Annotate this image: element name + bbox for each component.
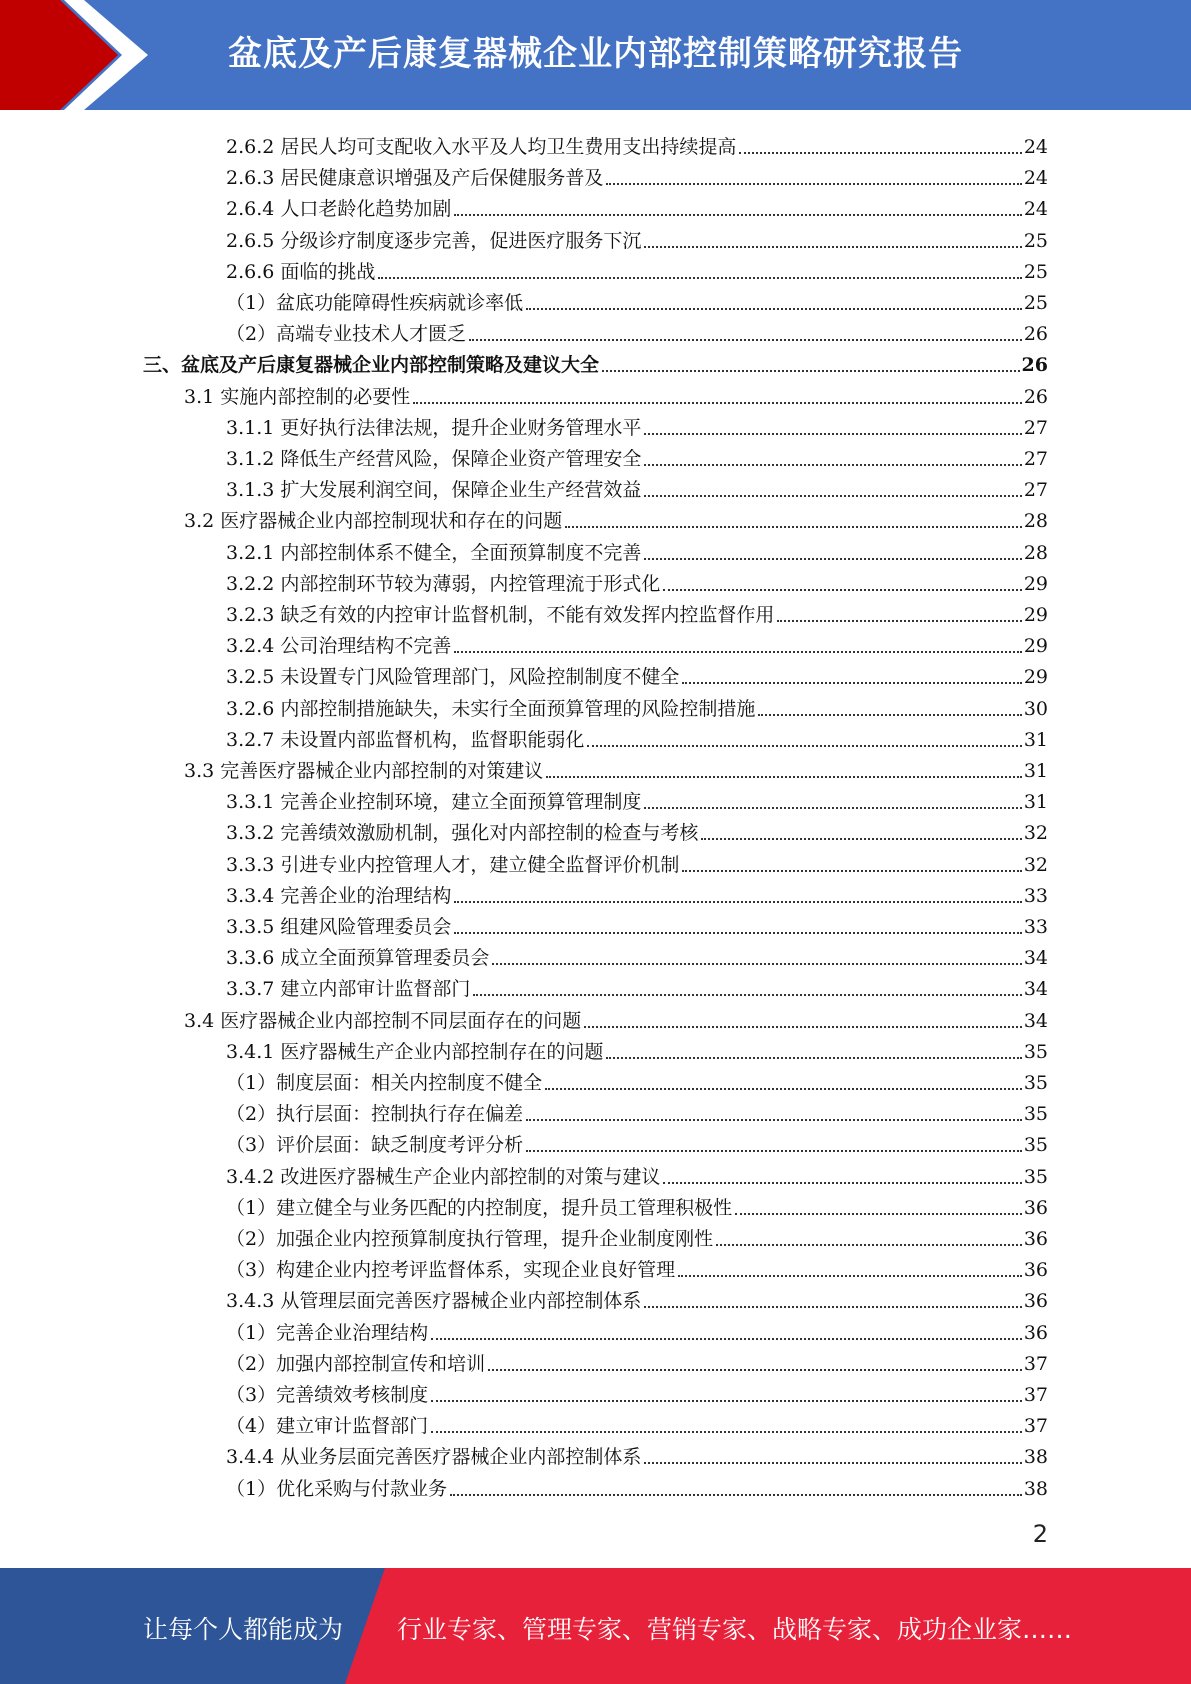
toc-leader-dots	[735, 1213, 1022, 1215]
toc-entry[interactable]	[226, 908, 1048, 939]
toc-entry[interactable]	[226, 939, 1048, 970]
toc-entry[interactable]	[226, 1282, 1048, 1313]
toc-entry-page: 28	[1023, 510, 1048, 533]
toc-entry-page: 24	[1023, 198, 1048, 221]
toc-entry-label: 3.2.3 缺乏有效的内控审计监督机制，不能有效发挥内控监督作用	[226, 603, 777, 627]
toc-entry-page: 37	[1023, 1384, 1048, 1406]
toc-leader-dots	[413, 402, 1022, 404]
toc-entry-label: 3.4.3 从管理层面完善医疗器械企业内部控制体系	[226, 1289, 644, 1313]
toc-entry[interactable]	[226, 1314, 1048, 1345]
toc-entry[interactable]	[226, 159, 1048, 190]
toc-entry-page: 26	[1023, 385, 1048, 408]
toc-entry-page: 29	[1023, 604, 1048, 626]
toc-leader-dots	[431, 1338, 1022, 1340]
toc-leader-dots	[682, 682, 1021, 684]
toc-leader-dots	[584, 1026, 1022, 1028]
toc-leader-dots	[644, 1462, 1021, 1464]
toc-entry-page: 25	[1023, 260, 1048, 283]
toc-entry[interactable]	[226, 253, 1048, 284]
toc-entry-label: （1）盆底功能障碍性疾病就诊率低	[226, 291, 526, 315]
toc-entry-page: 25	[1023, 292, 1048, 314]
toc-leader-dots	[716, 1244, 1022, 1246]
toc-leader-dots	[492, 963, 1021, 965]
toc-leader-dots	[644, 464, 1021, 466]
toc-entry[interactable]	[184, 1002, 1048, 1033]
toc-entry[interactable]	[226, 1470, 1048, 1501]
toc-leader-dots	[644, 433, 1021, 435]
toc-entry-page: 38	[1023, 1446, 1048, 1469]
toc-entry[interactable]	[226, 1095, 1048, 1126]
toc-entry-label: （3）评价层面：缺乏制度考评分析	[226, 1133, 526, 1157]
toc-leader-dots	[678, 1275, 1022, 1277]
toc-leader-dots	[378, 277, 1021, 279]
toc-entry[interactable]	[226, 284, 1048, 315]
toc-entry-label: 3.2.4 公司治理结构不完善	[226, 634, 454, 658]
toc-entry-label: 3.3.2 完善绩效激励机制，强化对内部控制的检查与考核	[226, 821, 701, 845]
toc-leader-dots	[663, 1182, 1021, 1184]
toc-entry-label: 3.2 医疗器械企业内部控制现状和存在的问题	[184, 509, 565, 533]
toc-entry[interactable]	[226, 690, 1048, 721]
toc-entry-label: （2）加强内部控制宣传和培训	[226, 1352, 488, 1376]
page-footer	[0, 1568, 1191, 1684]
toc-entry[interactable]	[226, 128, 1048, 159]
toc-entry-page: 35	[1023, 1103, 1048, 1126]
toc-leader-dots	[644, 495, 1021, 497]
toc-leader-dots	[454, 901, 1021, 903]
toc-entry-label: 3.3.7 建立内部审计监督部门	[226, 977, 473, 1001]
toc-entry-label: 3.2.7 未设置内部监督机构，监督职能弱化	[226, 728, 587, 752]
header-title: 盆底及产后康复器械企业内部控制策略研究报告	[228, 34, 963, 74]
toc-leader-dots	[526, 1150, 1022, 1152]
toc-entry-label: 3.3.6 成立全面预算管理委员会	[226, 946, 492, 970]
toc-entry-page: 25	[1023, 229, 1048, 252]
toc-leader-dots	[546, 776, 1022, 778]
footer-slogan-left: 让每个人都能成为	[143, 1615, 344, 1644]
toc-entry-page: 36	[1023, 1228, 1048, 1250]
toc-entry[interactable]	[226, 1376, 1048, 1407]
toc-entry[interactable]	[226, 970, 1048, 1001]
toc-entry-page: 36	[1023, 1259, 1048, 1282]
toc-entry-page: 36	[1023, 1321, 1048, 1344]
toc-entry-page: 29	[1023, 635, 1048, 658]
toc-entry[interactable]	[226, 596, 1048, 627]
toc-entry-page: 34	[1023, 1009, 1048, 1032]
toc-entry-label: 3.3.1 完善企业控制环境，建立全面预算管理制度	[226, 790, 644, 814]
toc-entry-page: 32	[1023, 853, 1048, 876]
toc-entry[interactable]	[226, 440, 1048, 471]
toc-entry-page: 35	[1023, 1040, 1048, 1063]
toc-entry-page: 37	[1023, 1415, 1048, 1438]
toc-leader-dots	[606, 1057, 1021, 1059]
toc-leader-dots	[526, 308, 1022, 310]
toc-leader-dots	[488, 1369, 1022, 1371]
toc-entry[interactable]	[184, 502, 1048, 533]
toc-entry-label: 3.3.3 引进专业内控管理人才，建立健全监督评价机制	[226, 853, 682, 877]
toc-entry-label: 3.3 完善医疗器械企业内部控制的对策建议	[184, 759, 546, 783]
toc-entry[interactable]	[226, 565, 1048, 596]
toc-entry-label: 3.4.4 从业务层面完善医疗器械企业内部控制体系	[226, 1445, 644, 1469]
toc-entry-label: 3.2.5 未设置专门风险管理部门，风险控制制度不健全	[226, 665, 682, 689]
toc-entry-page: 29	[1023, 572, 1048, 595]
toc-entry[interactable]	[226, 534, 1048, 565]
toc-entry[interactable]	[226, 721, 1048, 752]
toc-entry[interactable]	[226, 1064, 1048, 1095]
toc-entry[interactable]	[226, 222, 1048, 253]
footer-slogan-right: 行业专家、管理专家、营销专家、战略专家、成功企业家……	[397, 1615, 1073, 1644]
toc-entry[interactable]	[226, 627, 1048, 658]
toc-entry-page: 33	[1023, 916, 1048, 938]
toc-entry-label: 3.4 医疗器械企业内部控制不同层面存在的问题	[184, 1009, 584, 1033]
toc-leader-dots	[602, 370, 1020, 372]
toc-entry-label: 3.1.2 降低生产经营风险，保障企业资产管理安全	[226, 447, 644, 471]
toc-entry[interactable]	[226, 1407, 1048, 1438]
toc-entry-page: 28	[1023, 541, 1048, 564]
toc-entry-page: 34	[1023, 978, 1048, 1001]
toc-leader-dots	[644, 1306, 1021, 1308]
toc-entry-page: 36	[1023, 1290, 1048, 1313]
toc-entry-page: 31	[1023, 728, 1048, 751]
toc-entry-label: 3.1.3 扩大发展利润空间，保障企业生产经营效益	[226, 478, 644, 502]
toc-entry-label: 2.6.6 面临的挑战	[226, 260, 378, 284]
toc-entry-page: 34	[1023, 947, 1048, 970]
toc-entry-page: 26	[1023, 323, 1048, 346]
toc-entry-page: 33	[1023, 884, 1048, 907]
toc-entry[interactable]	[226, 1126, 1048, 1157]
toc-entry-label: 3.2.2 内部控制环节较为薄弱，内控管理流于形式化	[226, 572, 663, 596]
toc-entry-label: 3.1 实施内部控制的必要性	[184, 385, 413, 409]
header-arrow-banner	[0, 0, 160, 110]
toc-entry-page: 32	[1023, 822, 1048, 845]
toc-entry-page: 35	[1023, 1072, 1048, 1094]
toc-leader-dots	[565, 526, 1022, 528]
toc-entry-label: 2.6.2 居民人均可支配收入水平及人均卫生费用支出持续提高	[226, 135, 739, 159]
toc-entry-label: （1）建立健全与业务匹配的内控制度，提升员工管理积极性	[226, 1196, 735, 1220]
toc-leader-dots	[454, 214, 1021, 216]
toc-entry[interactable]	[226, 1220, 1048, 1251]
toc-entry[interactable]	[226, 1158, 1048, 1189]
toc-leader-dots	[431, 1400, 1022, 1402]
toc-entry[interactable]	[226, 190, 1048, 221]
page-header	[0, 0, 1191, 110]
toc-leader-dots	[663, 589, 1021, 591]
toc-entry-label: 3.3.5 组建风险管理委员会	[226, 915, 454, 939]
toc-entry-page: 27	[1023, 448, 1048, 470]
toc-entry[interactable]	[226, 409, 1048, 440]
toc-entry[interactable]	[184, 378, 1048, 409]
toc-entry-page: 38	[1023, 1477, 1048, 1500]
toc-entry-label: （2）执行层面：控制执行存在偏差	[226, 1102, 526, 1126]
toc-entry-page: 31	[1023, 791, 1048, 814]
toc-leader-dots	[454, 651, 1021, 653]
toc-entry-label: （3）完善绩效考核制度	[226, 1383, 431, 1407]
toc-entry-page: 29	[1023, 666, 1048, 689]
toc-leader-dots	[469, 339, 1022, 341]
toc-entry-page: 31	[1023, 760, 1048, 782]
toc-entry[interactable]	[226, 1033, 1048, 1064]
toc-entry-label: 3.4.2 改进医疗器械生产企业内部控制的对策与建议	[226, 1165, 663, 1189]
toc-entry-label: 2.6.4 人口老龄化趋势加剧	[226, 197, 454, 221]
toc-entry[interactable]	[226, 877, 1048, 908]
toc-entry-page: 27	[1023, 479, 1048, 502]
toc-leader-dots	[450, 1494, 1022, 1496]
toc-entry[interactable]	[226, 846, 1048, 877]
toc-leader-dots	[526, 1119, 1022, 1121]
toc-entry-page: 30	[1023, 697, 1048, 720]
toc-entry-page: 36	[1023, 1196, 1048, 1219]
toc-leader-dots	[545, 1088, 1022, 1090]
toc-entry-label: （1）制度层面：相关内控制度不健全	[226, 1071, 545, 1095]
toc-leader-dots	[644, 246, 1021, 248]
toc-leader-dots	[431, 1431, 1022, 1433]
toc-entry[interactable]	[184, 752, 1048, 783]
toc-leader-dots	[777, 620, 1021, 622]
toc-entry[interactable]	[226, 1438, 1048, 1469]
toc-entry-page: 37	[1023, 1352, 1048, 1375]
toc-entry-label: 三、盆底及产后康复器械企业内部控制策略及建议大全	[143, 353, 602, 377]
toc-entry-label: 3.3.4 完善企业的治理结构	[226, 884, 454, 908]
toc-entry-label: 3.2.1 内部控制体系不健全，全面预算制度不完善	[226, 541, 644, 565]
toc-leader-dots	[606, 183, 1021, 185]
toc-entry[interactable]	[226, 1189, 1048, 1220]
toc-entry-label: 2.6.3 居民健康意识增强及产后保健服务普及	[226, 166, 606, 190]
toc-entry[interactable]	[226, 1345, 1048, 1376]
toc-leader-dots	[587, 745, 1021, 747]
toc-entry-page: 24	[1023, 136, 1048, 158]
toc-entry-label: （2）高端专业技术人才匮乏	[226, 322, 469, 346]
toc-leader-dots	[644, 807, 1021, 809]
toc-leader-dots	[758, 714, 1021, 716]
toc-entry[interactable]	[226, 315, 1048, 346]
toc-entry-label: 2.6.5 分级诊疗制度逐步完善，促进医疗服务下沉	[226, 229, 644, 253]
toc-leader-dots	[682, 870, 1021, 872]
toc-leader-dots	[473, 994, 1021, 996]
toc-entry-label: 3.1.1 更好执行法律法规，提升企业财务管理水平	[226, 416, 644, 440]
toc-entry[interactable]	[226, 814, 1048, 845]
toc-entry-label: （1）优化采购与付款业务	[226, 1477, 450, 1501]
toc-entry-page: 35	[1023, 1165, 1048, 1188]
toc-leader-dots	[454, 932, 1021, 934]
toc-entry-label: （4）建立审计监督部门	[226, 1414, 431, 1438]
toc-entry-label: （3）构建企业内控考评监督体系，实现企业良好管理	[226, 1258, 678, 1282]
toc-leader-dots	[701, 838, 1021, 840]
toc-entry-page: 26	[1021, 354, 1048, 377]
toc-leader-dots	[644, 558, 1021, 560]
toc-entry[interactable]	[226, 783, 1048, 814]
toc-entry-page: 35	[1023, 1134, 1048, 1157]
toc-entry-page: 24	[1023, 167, 1048, 190]
toc-leader-dots	[739, 152, 1021, 154]
toc-entry[interactable]	[226, 471, 1048, 502]
page-number: 2	[1032, 1520, 1048, 1548]
toc-entry-label: 3.4.1 医疗器械生产企业内部控制存在的问题	[226, 1040, 606, 1064]
toc-entry-page: 27	[1023, 416, 1048, 439]
toc-entry-label: （2）加强企业内控预算制度执行管理，提升企业制度刚性	[226, 1227, 716, 1251]
toc-entry[interactable]	[226, 1251, 1048, 1282]
toc-entry[interactable]	[226, 658, 1048, 689]
toc-entry[interactable]	[143, 346, 1048, 377]
toc-entry-label: 3.2.6 内部控制措施缺失，未实行全面预算管理的风险控制措施	[226, 697, 758, 721]
toc-entry-label: （1）完善企业治理结构	[226, 1321, 431, 1345]
